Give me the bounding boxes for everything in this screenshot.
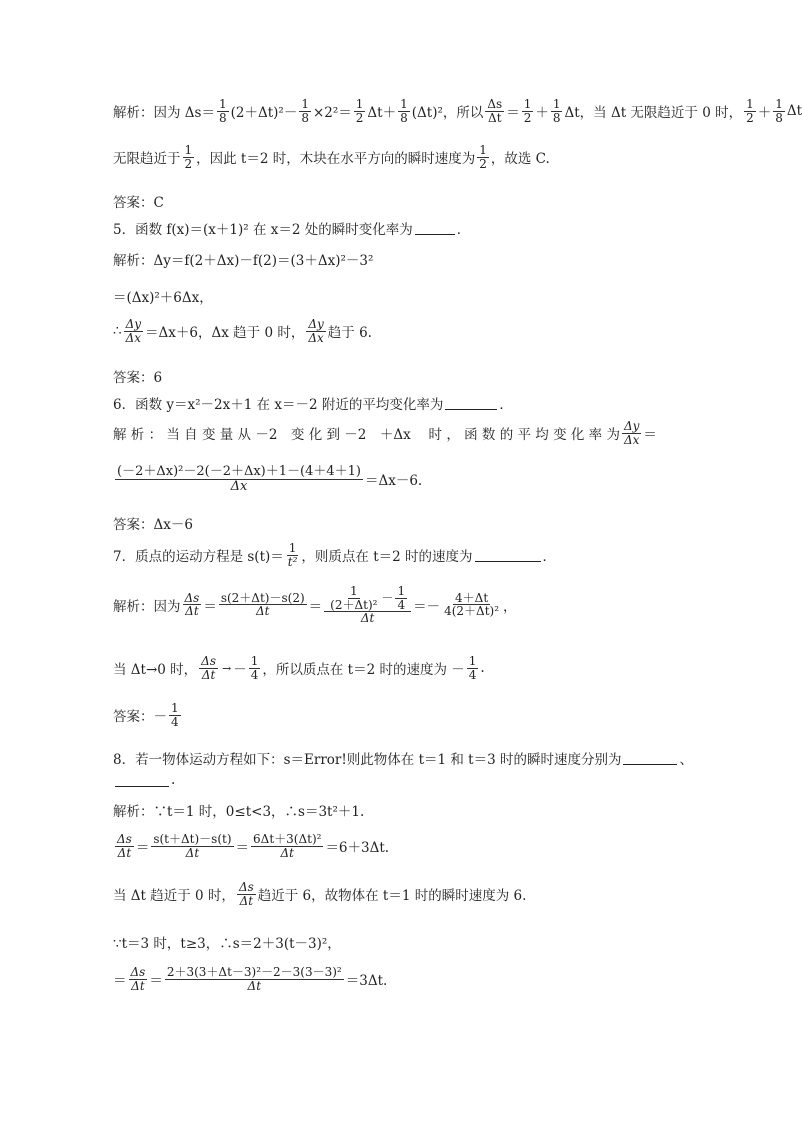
text: － [381,590,394,605]
fraction [237,881,256,907]
text: ＝3Δt. [345,973,388,990]
denominator: Δt [239,893,254,908]
numerator: 1 [479,143,487,157]
text: ＋ [757,105,772,122]
fraction [485,98,504,124]
text: 解析：∵t＝1 时，0≤t<3，∴s＝3t²＋1. [113,804,365,820]
text: 当 Δt→0 时， [113,662,198,679]
denominator: 2 [184,156,193,171]
numerator: (－2＋Δx)²－2(－2＋Δx)＋1－(4＋4＋1) [117,464,361,479]
text: ，所以质点在 t＝2 时的速度为 － [262,662,465,679]
text: (Δt)²，所以 [411,105,484,122]
numerator: 1 [184,143,193,157]
fraction [219,592,307,618]
text: 解 析 ： 当 自 变 量 从 －2 变 化 到 －2 ＋Δx 时 ， 函 数 的 平 均 变 化 率 为 [113,427,620,444]
solution-4-line-2 [113,144,550,170]
answer-blank[interactable] [475,548,541,562]
fraction [151,833,233,859]
solution-6-line-1 [113,420,657,446]
numerator: s(t＋Δt)－s(t) [153,832,232,846]
text: 7．质点的运动方程是 s(t)＝ [113,549,284,566]
fraction [169,702,181,728]
solution-8-line-1 [113,800,364,820]
denominator: 2 [746,110,754,125]
fraction [124,318,143,344]
text: ＝6＋3Δt. [325,840,390,857]
denominator: Δx [308,330,324,345]
solution-5-line-1 [113,249,373,269]
fraction [328,585,379,611]
numerator: Δs [130,965,146,979]
text: 、 [679,752,693,768]
answer-blank-2[interactable] [115,773,169,787]
question-6 [113,393,513,413]
answer-blank-1[interactable] [623,751,677,765]
solution-8-line-5 [113,966,387,992]
denominator: Δt [280,845,294,860]
text: (2＋Δt)²－ [230,105,298,122]
solution-6-line-2 [113,465,422,493]
solution-5-line-2 [113,286,213,306]
answer-6 [113,513,193,533]
numerator: 1 [171,701,179,715]
numerator: 1 [397,584,406,598]
denominator: 8 [400,110,408,125]
text: ∵t＝3 时，t≥3，∴s＝2＋3(t－3)²， [113,936,341,952]
fraction [165,966,344,992]
text: ＝ [113,973,127,990]
numerator: 1 [523,97,532,111]
numerator: 1 [218,97,227,111]
fraction [744,98,756,124]
denominator: 8 [301,110,309,125]
text: ∴ [113,323,122,340]
answer-blank[interactable] [445,396,497,410]
compound-fraction [324,585,411,625]
numerator: 1 [775,97,783,111]
question-8 [113,748,693,768]
fraction [398,98,410,124]
text: ×2²＝ [312,105,352,122]
denominator: 4 [468,667,477,682]
denominator: Δt [488,110,502,125]
text: 5．函数 f(x)＝(x＋1)² 在 x＝2 处的瞬时变化率为 [113,222,413,238]
solution-8-line-2 [113,833,389,859]
text: Δt＋ [367,105,397,122]
text: ＋ [535,105,549,122]
fraction [115,833,134,859]
denominator: Δt [185,604,199,619]
fraction [522,98,534,124]
numerator: 4＋Δt [455,590,489,605]
fraction [129,966,148,992]
fraction [286,542,300,568]
numerator: 2＋3(3＋Δt－3)²－2－3(3－3)² [166,965,342,979]
numerator: 1 [288,541,297,555]
numerator: 1 [355,97,364,111]
numerator: 1 [250,654,259,668]
denominator: 2 [355,110,364,125]
solution-4-line-1 [113,98,802,124]
denominator: (2＋Δt)² [330,597,378,612]
answer-5 [113,366,162,386]
text: ＝ [149,973,163,990]
text: 当 Δt 趋近于 0 时， [113,888,235,905]
numerator: 1 [400,97,408,111]
denominator: 4 [250,667,259,682]
text: 趋于 6. [327,325,372,342]
fraction [467,655,479,681]
fraction [183,144,195,170]
fraction [442,592,501,618]
solution-label: 解析： [113,105,154,122]
denominator: 4 [171,714,179,729]
denominator: 4 [397,597,406,612]
text: ＝ [506,105,520,122]
text: ＝Δx－6. [364,473,423,490]
fraction [477,144,489,170]
denominator: Δt [117,845,132,860]
text: 6．函数 y＝x²－2x＋1 在 x＝－2 附近的平均变化率为 [113,397,444,413]
text: 无限趋近于 [113,151,181,168]
text: ，因此 t＝2 时，木块在水平方向的瞬时速度为 [196,151,476,168]
numerator: 1 [552,97,561,111]
text: ＝ [203,598,217,615]
text: . [171,772,176,788]
fraction [115,465,363,493]
text: ，则质点在 t＝2 时的速度为 [301,549,473,566]
answer-7 [113,702,183,728]
denominator: t² [287,554,298,569]
text: ＝ [308,598,323,615]
fraction [551,98,563,124]
numerator: Δy [308,317,324,331]
fraction [306,318,325,344]
question-8-line-2 [113,772,175,788]
denominator: Δt [255,604,270,619]
text: 趋近于 6，故物体在 t＝1 时的瞬时速度为 6. [257,888,527,905]
denominator: Δx [230,478,248,494]
text: ，故选 C. [490,151,550,168]
solution-7-line-2 [113,655,485,681]
denominator: Δx [623,432,640,447]
solution-7-line-1 [113,585,517,625]
text: ． [456,222,471,238]
fraction [773,98,785,124]
numerator: 1 [468,654,477,668]
solution-8-line-3 [113,881,526,907]
solution-5-line-3 [113,318,372,344]
text: 答案：Δx－6 [113,517,193,533]
numerator: 1 [349,584,358,598]
fraction [217,98,229,124]
question-5 [113,218,470,238]
fraction [622,420,641,446]
fraction [395,585,407,611]
text: ＝－ [413,598,441,615]
text: Δt，当 Δt 无限趋近于 0 时， [564,105,743,122]
numerator: Δy [623,419,640,433]
numerator: Δs [117,832,132,846]
text: － [233,662,247,679]
text: ． [499,397,513,413]
numerator: s(2＋Δt)－s(2) [220,590,305,605]
text: ＝Δx＋6，Δx 趋于 0 时， [145,325,305,342]
denominator: Δt [131,978,145,993]
text: ＝ [135,840,150,857]
denominator: Δt [247,978,262,993]
fraction [354,98,366,124]
denominator: 8 [218,110,227,125]
text: 答案：C [113,195,164,211]
text: ＝ [643,427,657,444]
solution-8-line-4 [113,932,341,952]
text: ＝ [235,840,250,857]
fraction [183,592,202,618]
text: ， [503,598,517,615]
numerator: 6Δt＋3(Δt)² [253,832,322,846]
answer-blank[interactable] [415,221,455,235]
text: ． [542,549,557,566]
denominator: 4(2＋Δt)² [444,604,500,619]
question-7 [113,542,556,568]
numerator: 1 [746,97,754,111]
fraction [251,833,323,859]
numerator: Δs [487,97,503,111]
fraction [199,655,218,681]
numerator: 1 [301,97,309,111]
numerator: Δs [201,654,216,668]
text: 答案：－ [113,709,167,726]
text: 8．若一物体运动方程如下：s＝Error!则此物体在 t＝1 和 t＝3 时的瞬时速度分别为 [113,752,622,768]
denominator: 2 [479,156,487,171]
numerator [324,585,411,612]
fraction [249,655,261,681]
denominator: 8 [775,110,783,125]
fraction [299,98,311,124]
answer-4 [113,191,164,211]
denominator: Δt [360,611,375,626]
denominator: Δx [125,330,142,345]
denominator: 2 [523,110,532,125]
numerator: Δs [184,590,200,605]
text: 因为 Δs＝ [153,105,215,122]
denominator: Δt [201,667,216,682]
text: ＝(Δx)²＋6Δx， [113,290,213,306]
arrow-icon: → [222,661,232,675]
text: Δt [786,103,802,120]
denominator: 8 [552,110,561,125]
text: 解析：Δy＝f(2＋Δx)－f(2)＝(3＋Δx)²－3² [113,253,374,269]
text: . [480,660,485,677]
denominator: Δt [185,845,200,860]
text: 答案：6 [113,370,163,386]
text: 解析：因为 [113,598,181,615]
numerator: Δy [125,317,142,331]
numerator: Δs [238,880,254,894]
